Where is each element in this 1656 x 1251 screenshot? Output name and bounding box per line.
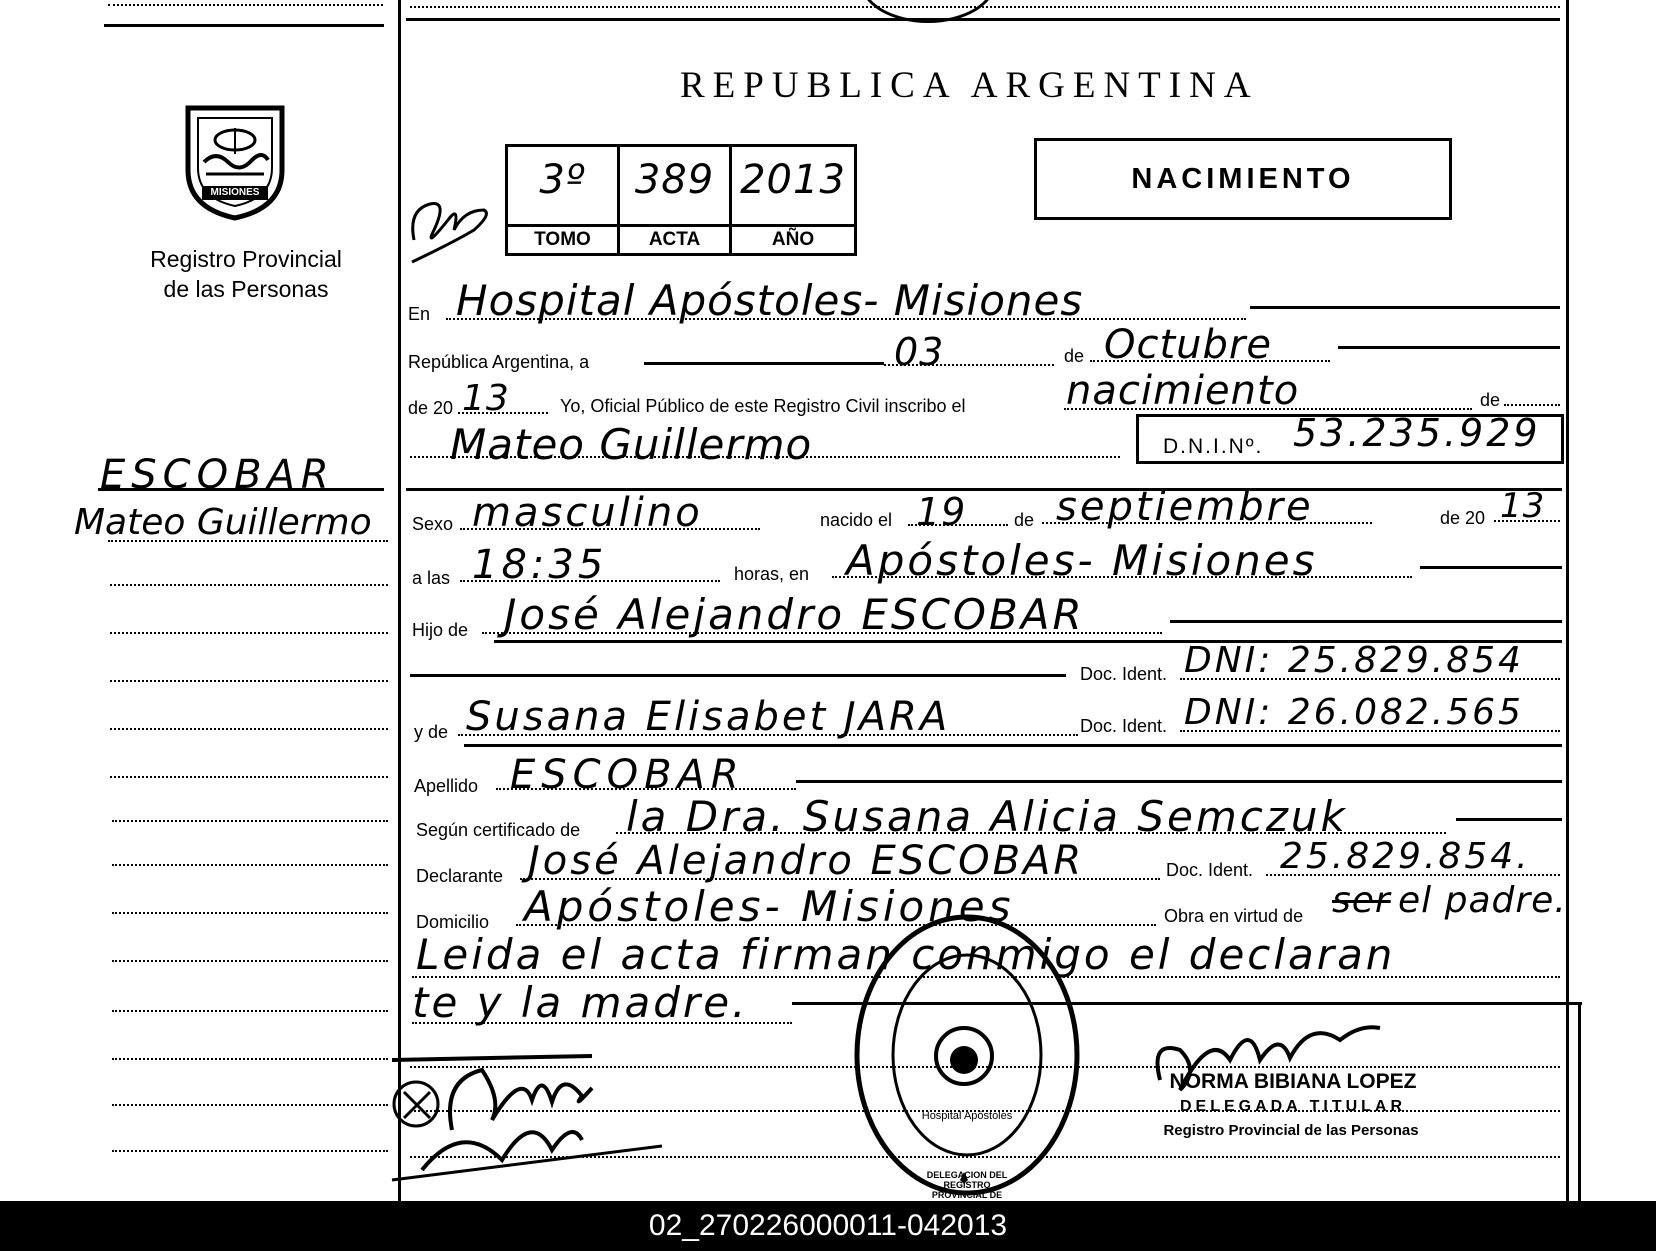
nacido-label: nacido el — [820, 510, 893, 530]
birth-day-value: 19 — [916, 490, 967, 534]
document-id-footer: 02_270226000011-042013 — [0, 1201, 1656, 1251]
father-value: José Alejandro ESCOBAR — [504, 590, 1085, 639]
obra-struck: ser — [1332, 880, 1391, 921]
tomo-label: TOMO — [508, 224, 617, 253]
margin-surname-underline — [98, 488, 384, 491]
hijo-label: Hijo de — [412, 620, 469, 640]
margin-surname: ESCOBAR — [100, 452, 335, 498]
official-org: Registro Provincial de las Personas — [1163, 1122, 1419, 1139]
month-line-end — [1338, 346, 1560, 349]
de-line — [1504, 404, 1560, 406]
sexo-label: Sexo — [412, 514, 454, 534]
apellido-value: ESCOBAR — [510, 752, 745, 798]
doc-label-2: Doc. Ident. — [1080, 716, 1168, 736]
registry-line-1: Registro Provincial — [150, 246, 342, 272]
birth-time-value: 18:35 — [472, 542, 608, 588]
acta-cell — [620, 147, 732, 253]
dni-box — [1136, 411, 1564, 464]
margin-line — [112, 820, 388, 822]
initials-signature — [404, 180, 494, 275]
domicilio-value: Apóstoles- Misiones — [524, 882, 1015, 931]
yde-label: y de — [414, 722, 449, 742]
top-dotted-line — [410, 6, 1560, 8]
place-value: Hospital Apóstoles- Misiones — [456, 276, 1084, 325]
left-frame-border — [398, 0, 401, 1201]
stamp-ring-text: DELEGACION DEL REGISTRO PROVINCIAL DE — [926, 1170, 1008, 1200]
anio-cell — [732, 147, 854, 253]
obra-label: Obra en virtud de — [1164, 906, 1304, 926]
mother-rule — [464, 744, 1562, 747]
de-label-2: de — [1480, 390, 1501, 410]
margin-line — [110, 584, 388, 586]
seal-label: MISIONES — [210, 187, 260, 198]
tomo-value: 3º — [539, 157, 586, 203]
certificate-by-value: la Dra. Susana Alicia Semczuk — [626, 792, 1348, 841]
official-name: NORMA BIBIANA LOPEZ — [1169, 1070, 1417, 1093]
margin-line — [112, 1104, 388, 1106]
republica-label: República Argentina, a — [408, 352, 590, 372]
declarante-label: Declarante — [416, 866, 504, 886]
mother-value: Susana Elisabet JARA — [466, 694, 951, 740]
day-value: 03 — [894, 330, 945, 374]
margin-given-names: Mateo Guillermo — [74, 502, 372, 543]
declarante-doc-value: 25.829.854. — [1280, 836, 1531, 877]
margin-line — [112, 864, 388, 866]
right-frame-border — [1566, 0, 1569, 1201]
birth-place-value: Apóstoles- Misiones — [846, 536, 1318, 585]
registry-name — [126, 244, 366, 304]
acta-value: 389 — [634, 157, 715, 203]
record-type-box: NACIMIENTO — [1034, 138, 1452, 220]
margin-line — [110, 776, 388, 778]
dni-label: D.N.I.Nº. — [1163, 435, 1264, 458]
horas-label: horas, en — [734, 564, 810, 584]
right-signature-border — [1578, 1004, 1581, 1201]
en-label: En — [408, 304, 431, 324]
apellido-line-end — [796, 780, 1562, 783]
margin-line — [110, 680, 388, 682]
obra-value: el padre. — [1398, 880, 1567, 921]
doc-label-3: Doc. Ident. — [1166, 860, 1254, 880]
certificado-label: Según certificado de — [416, 820, 581, 840]
tomo-cell — [508, 147, 620, 253]
record-number-box — [505, 144, 857, 256]
father-line-end — [1170, 620, 1562, 623]
margin-line — [112, 1150, 388, 1152]
year-value: 13 — [462, 378, 510, 419]
doc-line-1 — [410, 674, 1066, 677]
birth-month-value: septiembre — [1056, 484, 1314, 530]
father-doc-value: DNI: 25.829.854 — [1184, 640, 1524, 681]
margin-line — [108, 540, 388, 542]
margin-line — [112, 1010, 388, 1012]
de20-label: de 20 — [408, 398, 454, 418]
dni-value: 53.235.929 — [1293, 411, 1541, 455]
official-round-stamp — [852, 910, 1082, 1205]
official-role: DELEGADA TITULAR — [1179, 1098, 1407, 1115]
top-rule — [406, 18, 1560, 21]
doc-label-1: Doc. Ident. — [1080, 664, 1168, 684]
event-value: nacimiento — [1066, 368, 1300, 414]
alas-label: a las — [412, 568, 451, 588]
sexo-value: masculino — [472, 490, 703, 536]
stamp-inner-text: Hospital Apóstoles — [921, 1110, 1013, 1122]
acta-label: ACTA — [620, 224, 729, 253]
de-label-3: de — [1014, 510, 1035, 530]
margin-line — [112, 960, 388, 962]
yo-label: Yo, Oficial Público de este Registro Civil inscribo el — [560, 396, 966, 416]
date-line — [644, 362, 884, 365]
de20-label-2: de 20 — [1440, 508, 1486, 528]
mother-doc-value: DNI: 26.082.565 — [1184, 692, 1524, 733]
declarante-value: José Alejandro ESCOBAR — [528, 838, 1085, 884]
margin-line — [112, 912, 388, 914]
anio-label: AÑO — [732, 224, 854, 253]
margin-line — [112, 1058, 388, 1060]
anio-value: 2013 — [740, 157, 846, 203]
margin-top-dotted-line — [108, 4, 383, 6]
place-line-end — [1250, 306, 1560, 309]
domicilio-label: Domicilio — [416, 912, 490, 932]
closing-text-2: te y la madre. — [412, 978, 749, 1027]
closing-text-1: Leida el acta firman conmigo el declaran — [416, 930, 1396, 979]
birth-place-line-end — [1420, 566, 1562, 569]
de-label: de — [1064, 346, 1085, 366]
margin-line — [110, 632, 388, 634]
month-value: Octubre — [1104, 322, 1272, 368]
country-title: REPUBLICA ARGENTINA — [680, 65, 1259, 106]
margin-line — [110, 728, 388, 730]
apellido-label: Apellido — [414, 776, 479, 796]
registry-line-2: de las Personas — [163, 276, 329, 302]
child-names-value: Mateo Guillermo — [450, 420, 813, 469]
certificado-line-end — [1456, 818, 1562, 821]
birth-year-value: 13 — [1500, 486, 1546, 526]
provincial-seal-logo — [176, 100, 294, 222]
margin-top-rule — [104, 24, 384, 27]
declarant-signature — [382, 1040, 682, 1195]
